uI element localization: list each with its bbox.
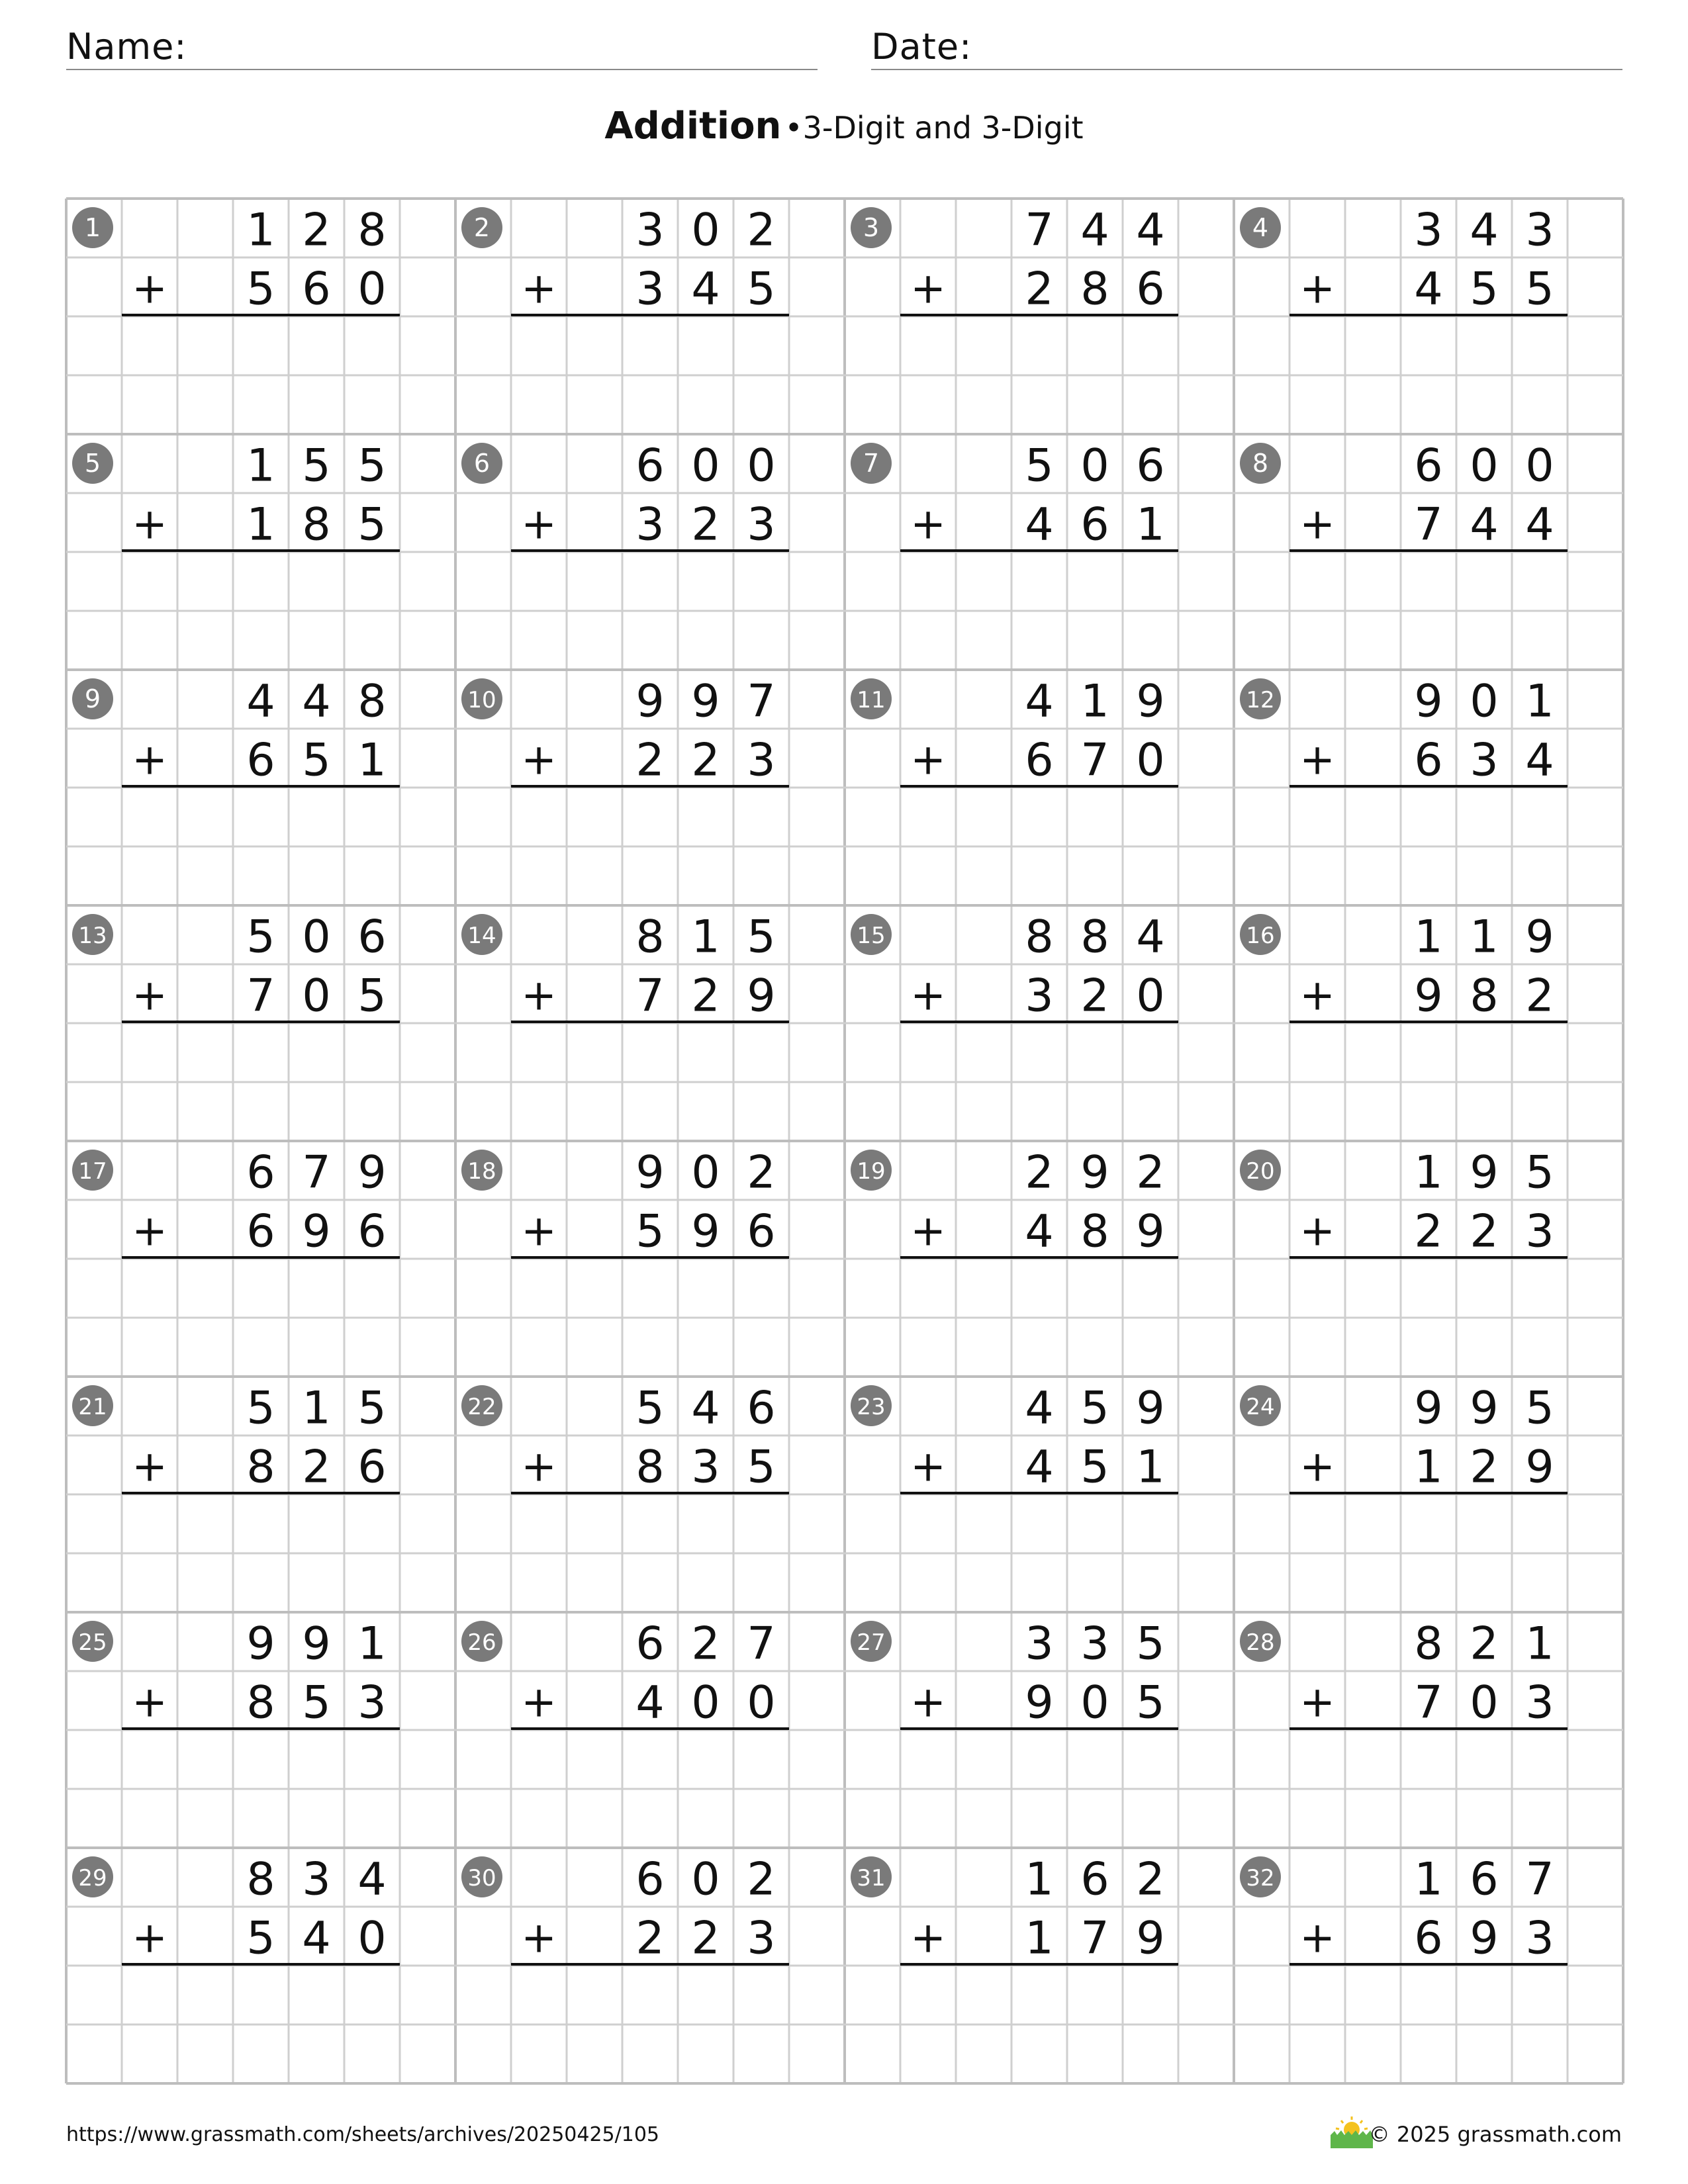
top-addend-digit: 4 bbox=[1080, 204, 1109, 257]
top-addend-digit: 5 bbox=[1080, 1382, 1109, 1435]
bottom-addend-digit: 4 bbox=[635, 1676, 665, 1729]
top-addend-digit: 5 bbox=[1136, 1617, 1165, 1670]
top-addend-digit: 1 bbox=[1025, 1853, 1054, 1906]
footer-url[interactable]: https://www.grassmath.com/sheets/archives/20250425/105 bbox=[66, 2123, 660, 2146]
top-addend-digit: 1 bbox=[1414, 1853, 1443, 1906]
plus-sign: + bbox=[1299, 1913, 1335, 1963]
bottom-addend-digit: 1 bbox=[1025, 1912, 1054, 1965]
top-addend-digit: 4 bbox=[1025, 675, 1054, 728]
problem-number: 9 bbox=[84, 684, 101, 713]
title-subtitle: 3-Digit and 3-Digit bbox=[802, 110, 1084, 146]
bottom-addend-digit: 5 bbox=[302, 734, 331, 787]
plus-sign: + bbox=[132, 971, 167, 1021]
bottom-addend-digit: 9 bbox=[691, 1205, 720, 1258]
top-addend-digit: 6 bbox=[747, 1382, 776, 1435]
top-addend-digit: 1 bbox=[246, 439, 275, 492]
bottom-addend-digit: 0 bbox=[302, 970, 331, 1023]
top-addend-digit: 1 bbox=[691, 911, 720, 964]
bottom-addend-digit: 6 bbox=[1414, 734, 1443, 787]
bottom-addend-digit: 4 bbox=[1025, 1205, 1054, 1258]
top-addend-digit: 7 bbox=[747, 675, 776, 728]
bottom-addend-digit: 5 bbox=[302, 1676, 331, 1729]
bottom-addend-digit: 2 bbox=[1025, 263, 1054, 316]
top-addend-digit: 4 bbox=[1136, 204, 1165, 257]
plus-sign: + bbox=[910, 264, 946, 314]
problem-number: 23 bbox=[857, 1394, 886, 1420]
bottom-addend-digit: 8 bbox=[246, 1676, 275, 1729]
plus-sign: + bbox=[910, 1913, 946, 1963]
bottom-addend-digit: 0 bbox=[691, 1676, 720, 1729]
plus-sign: + bbox=[521, 1913, 557, 1963]
top-addend-digit: 3 bbox=[302, 1853, 331, 1906]
top-addend-digit: 2 bbox=[747, 204, 776, 257]
top-addend-digit: 1 bbox=[1414, 1146, 1443, 1199]
plus-sign: + bbox=[132, 264, 167, 314]
bottom-addend-digit: 1 bbox=[1136, 498, 1165, 551]
bottom-addend-digit: 3 bbox=[1525, 1205, 1554, 1258]
bottom-addend-digit: 7 bbox=[1414, 1676, 1443, 1729]
top-addend-digit: 6 bbox=[357, 911, 387, 964]
top-addend-digit: 6 bbox=[635, 1853, 665, 1906]
bottom-addend-digit: 9 bbox=[302, 1205, 331, 1258]
bottom-addend-digit: 8 bbox=[635, 1441, 665, 1494]
problem-number: 15 bbox=[857, 923, 886, 949]
top-addend-digit: 0 bbox=[691, 204, 720, 257]
problem-number: 20 bbox=[1246, 1158, 1275, 1185]
bottom-addend-digit: 0 bbox=[1136, 734, 1165, 787]
top-addend-digit: 5 bbox=[1525, 1146, 1554, 1199]
plus-sign: + bbox=[521, 735, 557, 785]
plus-sign: + bbox=[1299, 1206, 1335, 1256]
problem-number: 11 bbox=[857, 687, 886, 713]
bottom-addend-digit: 3 bbox=[747, 734, 776, 787]
bottom-addend-digit: 4 bbox=[1025, 498, 1054, 551]
top-addend-digit: 8 bbox=[246, 1853, 275, 1906]
plus-sign: + bbox=[132, 735, 167, 785]
top-addend-digit: 5 bbox=[357, 1382, 387, 1435]
bottom-addend-digit: 9 bbox=[747, 970, 776, 1023]
bottom-addend-digit: 1 bbox=[357, 734, 387, 787]
top-addend-digit: 6 bbox=[246, 1146, 275, 1199]
bottom-addend-digit: 7 bbox=[635, 970, 665, 1023]
problem-number: 14 bbox=[467, 923, 496, 949]
top-addend-digit: 7 bbox=[302, 1146, 331, 1199]
bottom-addend-digit: 3 bbox=[1525, 1676, 1554, 1729]
top-addend-digit: 2 bbox=[747, 1146, 776, 1199]
top-addend-digit: 9 bbox=[691, 675, 720, 728]
problem-number: 28 bbox=[1246, 1629, 1275, 1656]
top-addend-digit: 9 bbox=[1470, 1146, 1499, 1199]
bottom-addend-digit: 1 bbox=[1136, 1441, 1165, 1494]
bottom-addend-digit: 0 bbox=[747, 1676, 776, 1729]
bottom-addend-digit: 2 bbox=[302, 1441, 331, 1494]
bottom-addend-digit: 6 bbox=[357, 1205, 387, 1258]
plus-sign: + bbox=[1299, 500, 1335, 549]
bottom-addend-digit: 6 bbox=[357, 1441, 387, 1494]
top-addend-digit: 5 bbox=[1525, 1382, 1554, 1435]
top-addend-digit: 2 bbox=[1025, 1146, 1054, 1199]
bottom-addend-digit: 4 bbox=[1470, 498, 1499, 551]
plus-sign: + bbox=[521, 264, 557, 314]
footer-copyright: © 2025 grassmath.com bbox=[1368, 2122, 1622, 2147]
plus-sign: + bbox=[521, 500, 557, 549]
top-addend-digit: 5 bbox=[1025, 439, 1054, 492]
bottom-addend-digit: 4 bbox=[1525, 734, 1554, 787]
top-addend-digit: 1 bbox=[1525, 1617, 1554, 1670]
problem-number: 21 bbox=[78, 1394, 107, 1420]
plus-sign: + bbox=[910, 500, 946, 549]
top-addend-digit: 9 bbox=[635, 1146, 665, 1199]
problem-number: 16 bbox=[1246, 923, 1275, 949]
top-addend-digit: 0 bbox=[1080, 439, 1109, 492]
bottom-addend-digit: 2 bbox=[1414, 1205, 1443, 1258]
bottom-addend-digit: 2 bbox=[691, 1912, 720, 1965]
top-addend-digit: 4 bbox=[357, 1853, 387, 1906]
top-addend-digit: 0 bbox=[1470, 675, 1499, 728]
bottom-addend-digit: 6 bbox=[302, 263, 331, 316]
problem-number: 12 bbox=[1246, 687, 1275, 713]
top-addend-digit: 3 bbox=[1080, 1617, 1109, 1670]
bottom-addend-digit: 5 bbox=[357, 970, 387, 1023]
problem-number: 8 bbox=[1252, 449, 1269, 478]
top-addend-digit: 1 bbox=[1525, 675, 1554, 728]
title-main: Addition bbox=[604, 105, 782, 148]
problem-number: 26 bbox=[467, 1629, 496, 1656]
top-addend-digit: 1 bbox=[1470, 911, 1499, 964]
top-addend-digit: 1 bbox=[1080, 675, 1109, 728]
bottom-addend-digit: 3 bbox=[1525, 1912, 1554, 1965]
bottom-addend-digit: 3 bbox=[747, 1912, 776, 1965]
date-label: Date: bbox=[871, 26, 972, 68]
problem-number: 30 bbox=[467, 1865, 496, 1891]
bottom-addend-digit: 4 bbox=[1414, 263, 1443, 316]
plus-sign: + bbox=[1299, 264, 1335, 314]
plus-sign: + bbox=[1299, 1678, 1335, 1727]
top-addend-digit: 6 bbox=[635, 439, 665, 492]
problem-number: 4 bbox=[1252, 213, 1269, 242]
title-separator: • bbox=[784, 110, 803, 146]
plus-sign: + bbox=[1299, 971, 1335, 1021]
top-addend-digit: 4 bbox=[1470, 204, 1499, 257]
bottom-addend-digit: 5 bbox=[1470, 263, 1499, 316]
top-addend-digit: 0 bbox=[691, 439, 720, 492]
bottom-addend-digit: 0 bbox=[1080, 1676, 1109, 1729]
plus-sign: + bbox=[1299, 1442, 1335, 1492]
problem-number: 25 bbox=[78, 1629, 107, 1656]
bottom-addend-digit: 7 bbox=[1080, 734, 1109, 787]
bottom-addend-digit: 9 bbox=[1025, 1676, 1054, 1729]
top-addend-digit: 7 bbox=[747, 1617, 776, 1670]
plus-sign: + bbox=[521, 1442, 557, 1492]
top-addend-digit: 1 bbox=[1414, 911, 1443, 964]
top-addend-digit: 2 bbox=[1470, 1617, 1499, 1670]
bottom-addend-digit: 4 bbox=[691, 263, 720, 316]
bottom-addend-digit: 5 bbox=[1136, 1676, 1165, 1729]
top-addend-digit: 1 bbox=[357, 1617, 387, 1670]
bottom-addend-digit: 3 bbox=[357, 1676, 387, 1729]
bottom-addend-digit: 1 bbox=[246, 498, 275, 551]
top-addend-digit: 5 bbox=[635, 1382, 665, 1435]
bottom-addend-digit: 0 bbox=[1136, 970, 1165, 1023]
problem-number: 2 bbox=[473, 213, 491, 242]
top-addend-digit: 7 bbox=[1525, 1853, 1554, 1906]
bottom-addend-digit: 3 bbox=[1025, 970, 1054, 1023]
plus-sign: + bbox=[910, 735, 946, 785]
top-addend-digit: 5 bbox=[747, 911, 776, 964]
bottom-addend-digit: 6 bbox=[1136, 263, 1165, 316]
top-addend-digit: 1 bbox=[246, 204, 275, 257]
bottom-addend-digit: 6 bbox=[1025, 734, 1054, 787]
problem-number: 7 bbox=[863, 449, 880, 478]
problem-number: 32 bbox=[1246, 1865, 1275, 1891]
bottom-addend-digit: 0 bbox=[357, 1912, 387, 1965]
bottom-addend-digit: 8 bbox=[246, 1441, 275, 1494]
problem-number: 6 bbox=[473, 449, 491, 478]
plus-sign: + bbox=[521, 1678, 557, 1727]
top-addend-digit: 2 bbox=[747, 1853, 776, 1906]
problem-number: 17 bbox=[78, 1158, 107, 1185]
bottom-addend-digit: 0 bbox=[357, 263, 387, 316]
plus-sign: + bbox=[910, 1678, 946, 1727]
grass-sun-logo-icon bbox=[1329, 2115, 1374, 2150]
problem-number: 18 bbox=[467, 1158, 496, 1185]
top-addend-digit: 8 bbox=[357, 675, 387, 728]
top-addend-digit: 9 bbox=[246, 1617, 275, 1670]
top-addend-digit: 7 bbox=[1025, 204, 1054, 257]
bottom-addend-digit: 2 bbox=[635, 1912, 665, 1965]
top-addend-digit: 9 bbox=[1136, 675, 1165, 728]
top-addend-digit: 8 bbox=[635, 911, 665, 964]
problem-number: 10 bbox=[467, 687, 496, 713]
top-addend-digit: 2 bbox=[691, 1617, 720, 1670]
top-addend-digit: 9 bbox=[1414, 1382, 1443, 1435]
bottom-addend-digit: 5 bbox=[635, 1205, 665, 1258]
top-addend-digit: 6 bbox=[1080, 1853, 1109, 1906]
bottom-addend-digit: 5 bbox=[246, 1912, 275, 1965]
top-addend-digit: 9 bbox=[302, 1617, 331, 1670]
bottom-addend-digit: 4 bbox=[302, 1912, 331, 1965]
bottom-addend-digit: 5 bbox=[747, 1441, 776, 1494]
problem-number: 13 bbox=[78, 923, 107, 949]
bottom-addend-digit: 7 bbox=[246, 970, 275, 1023]
problem-number: 3 bbox=[863, 213, 880, 242]
name-label: Name: bbox=[66, 26, 187, 68]
bottom-addend-digit: 8 bbox=[1080, 263, 1109, 316]
top-addend-digit: 0 bbox=[302, 911, 331, 964]
plus-sign: + bbox=[521, 971, 557, 1021]
bottom-addend-digit: 2 bbox=[635, 734, 665, 787]
top-addend-digit: 2 bbox=[1136, 1853, 1165, 1906]
top-addend-digit: 9 bbox=[1414, 675, 1443, 728]
problem-number: 19 bbox=[857, 1158, 886, 1185]
plus-sign: + bbox=[910, 1206, 946, 1256]
bottom-addend-digit: 9 bbox=[1414, 970, 1443, 1023]
top-addend-digit: 8 bbox=[1025, 911, 1054, 964]
top-addend-digit: 5 bbox=[302, 439, 331, 492]
bottom-addend-digit: 2 bbox=[691, 970, 720, 1023]
top-addend-digit: 5 bbox=[246, 1382, 275, 1435]
top-addend-digit: 0 bbox=[747, 439, 776, 492]
bottom-addend-digit: 5 bbox=[357, 498, 387, 551]
plus-sign: + bbox=[132, 1678, 167, 1727]
top-addend-digit: 9 bbox=[1080, 1146, 1109, 1199]
bottom-addend-digit: 1 bbox=[1414, 1441, 1443, 1494]
top-addend-digit: 3 bbox=[1025, 1617, 1054, 1670]
bottom-addend-digit: 9 bbox=[1136, 1912, 1165, 1965]
bottom-addend-digit: 6 bbox=[246, 1205, 275, 1258]
bottom-addend-digit: 5 bbox=[246, 263, 275, 316]
bottom-addend-digit: 2 bbox=[1080, 970, 1109, 1023]
bottom-addend-digit: 2 bbox=[691, 734, 720, 787]
bottom-addend-digit: 4 bbox=[1025, 1441, 1054, 1494]
bottom-addend-digit: 6 bbox=[747, 1205, 776, 1258]
top-addend-digit: 0 bbox=[1525, 439, 1554, 492]
top-addend-digit: 3 bbox=[1414, 204, 1443, 257]
top-addend-digit: 9 bbox=[357, 1146, 387, 1199]
problem-number: 1 bbox=[84, 213, 101, 242]
top-addend-digit: 0 bbox=[1470, 439, 1499, 492]
bottom-addend-digit: 6 bbox=[1414, 1912, 1443, 1965]
top-addend-digit: 6 bbox=[635, 1617, 665, 1670]
top-addend-digit: 8 bbox=[357, 204, 387, 257]
bottom-addend-digit: 8 bbox=[1080, 1205, 1109, 1258]
top-addend-digit: 4 bbox=[1136, 911, 1165, 964]
bottom-addend-digit: 2 bbox=[691, 498, 720, 551]
top-addend-digit: 8 bbox=[1414, 1617, 1443, 1670]
problem-number: 22 bbox=[467, 1394, 496, 1420]
top-addend-digit: 9 bbox=[1136, 1382, 1165, 1435]
bottom-addend-digit: 8 bbox=[1470, 970, 1499, 1023]
problem-number: 5 bbox=[84, 449, 101, 478]
top-addend-digit: 9 bbox=[1470, 1382, 1499, 1435]
bottom-addend-digit: 3 bbox=[635, 263, 665, 316]
top-addend-digit: 6 bbox=[1136, 439, 1165, 492]
bottom-addend-digit: 2 bbox=[1470, 1441, 1499, 1494]
bottom-addend-digit: 3 bbox=[747, 498, 776, 551]
bottom-addend-digit: 7 bbox=[1414, 498, 1443, 551]
bottom-addend-digit: 8 bbox=[302, 498, 331, 551]
top-addend-digit: 8 bbox=[1080, 911, 1109, 964]
bottom-addend-digit: 7 bbox=[1080, 1912, 1109, 1965]
top-addend-digit: 4 bbox=[246, 675, 275, 728]
bottom-addend-digit: 6 bbox=[1080, 498, 1109, 551]
bottom-addend-digit: 3 bbox=[691, 1441, 720, 1494]
top-addend-digit: 4 bbox=[691, 1382, 720, 1435]
plus-sign: + bbox=[1299, 735, 1335, 785]
bottom-addend-digit: 9 bbox=[1136, 1205, 1165, 1258]
problem-number: 27 bbox=[857, 1629, 886, 1656]
top-addend-digit: 3 bbox=[635, 204, 665, 257]
top-addend-digit: 5 bbox=[357, 439, 387, 492]
bottom-addend-digit: 2 bbox=[1470, 1205, 1499, 1258]
problem-number: 29 bbox=[78, 1865, 107, 1891]
bottom-addend-digit: 0 bbox=[1470, 1676, 1499, 1729]
top-addend-digit: 2 bbox=[302, 204, 331, 257]
top-addend-digit: 4 bbox=[1025, 1382, 1054, 1435]
top-addend-digit: 2 bbox=[1136, 1146, 1165, 1199]
plus-sign: + bbox=[132, 1913, 167, 1963]
bottom-addend-digit: 3 bbox=[1470, 734, 1499, 787]
bottom-addend-digit: 9 bbox=[1470, 1912, 1499, 1965]
top-addend-digit: 3 bbox=[1525, 204, 1554, 257]
top-addend-digit: 1 bbox=[302, 1382, 331, 1435]
problem-number: 24 bbox=[1246, 1394, 1275, 1420]
plus-sign: + bbox=[910, 1442, 946, 1492]
top-addend-digit: 9 bbox=[1525, 911, 1554, 964]
top-addend-digit: 0 bbox=[691, 1146, 720, 1199]
bottom-addend-digit: 4 bbox=[1525, 498, 1554, 551]
plus-sign: + bbox=[132, 500, 167, 549]
bottom-addend-digit: 5 bbox=[1080, 1441, 1109, 1494]
plus-sign: + bbox=[132, 1442, 167, 1492]
problem-number: 31 bbox=[857, 1865, 886, 1891]
top-addend-digit: 9 bbox=[635, 675, 665, 728]
plus-sign: + bbox=[132, 1206, 167, 1256]
bottom-addend-digit: 6 bbox=[246, 734, 275, 787]
top-addend-digit: 5 bbox=[246, 911, 275, 964]
top-addend-digit: 4 bbox=[302, 675, 331, 728]
plus-sign: + bbox=[521, 1206, 557, 1256]
top-addend-digit: 0 bbox=[691, 1853, 720, 1906]
top-addend-digit: 6 bbox=[1414, 439, 1443, 492]
bottom-addend-digit: 2 bbox=[1525, 970, 1554, 1023]
bottom-addend-digit: 5 bbox=[1525, 263, 1554, 316]
plus-sign: + bbox=[910, 971, 946, 1021]
top-addend-digit: 6 bbox=[1470, 1853, 1499, 1906]
bottom-addend-digit: 9 bbox=[1525, 1441, 1554, 1494]
bottom-addend-digit: 5 bbox=[747, 263, 776, 316]
bottom-addend-digit: 3 bbox=[635, 498, 665, 551]
